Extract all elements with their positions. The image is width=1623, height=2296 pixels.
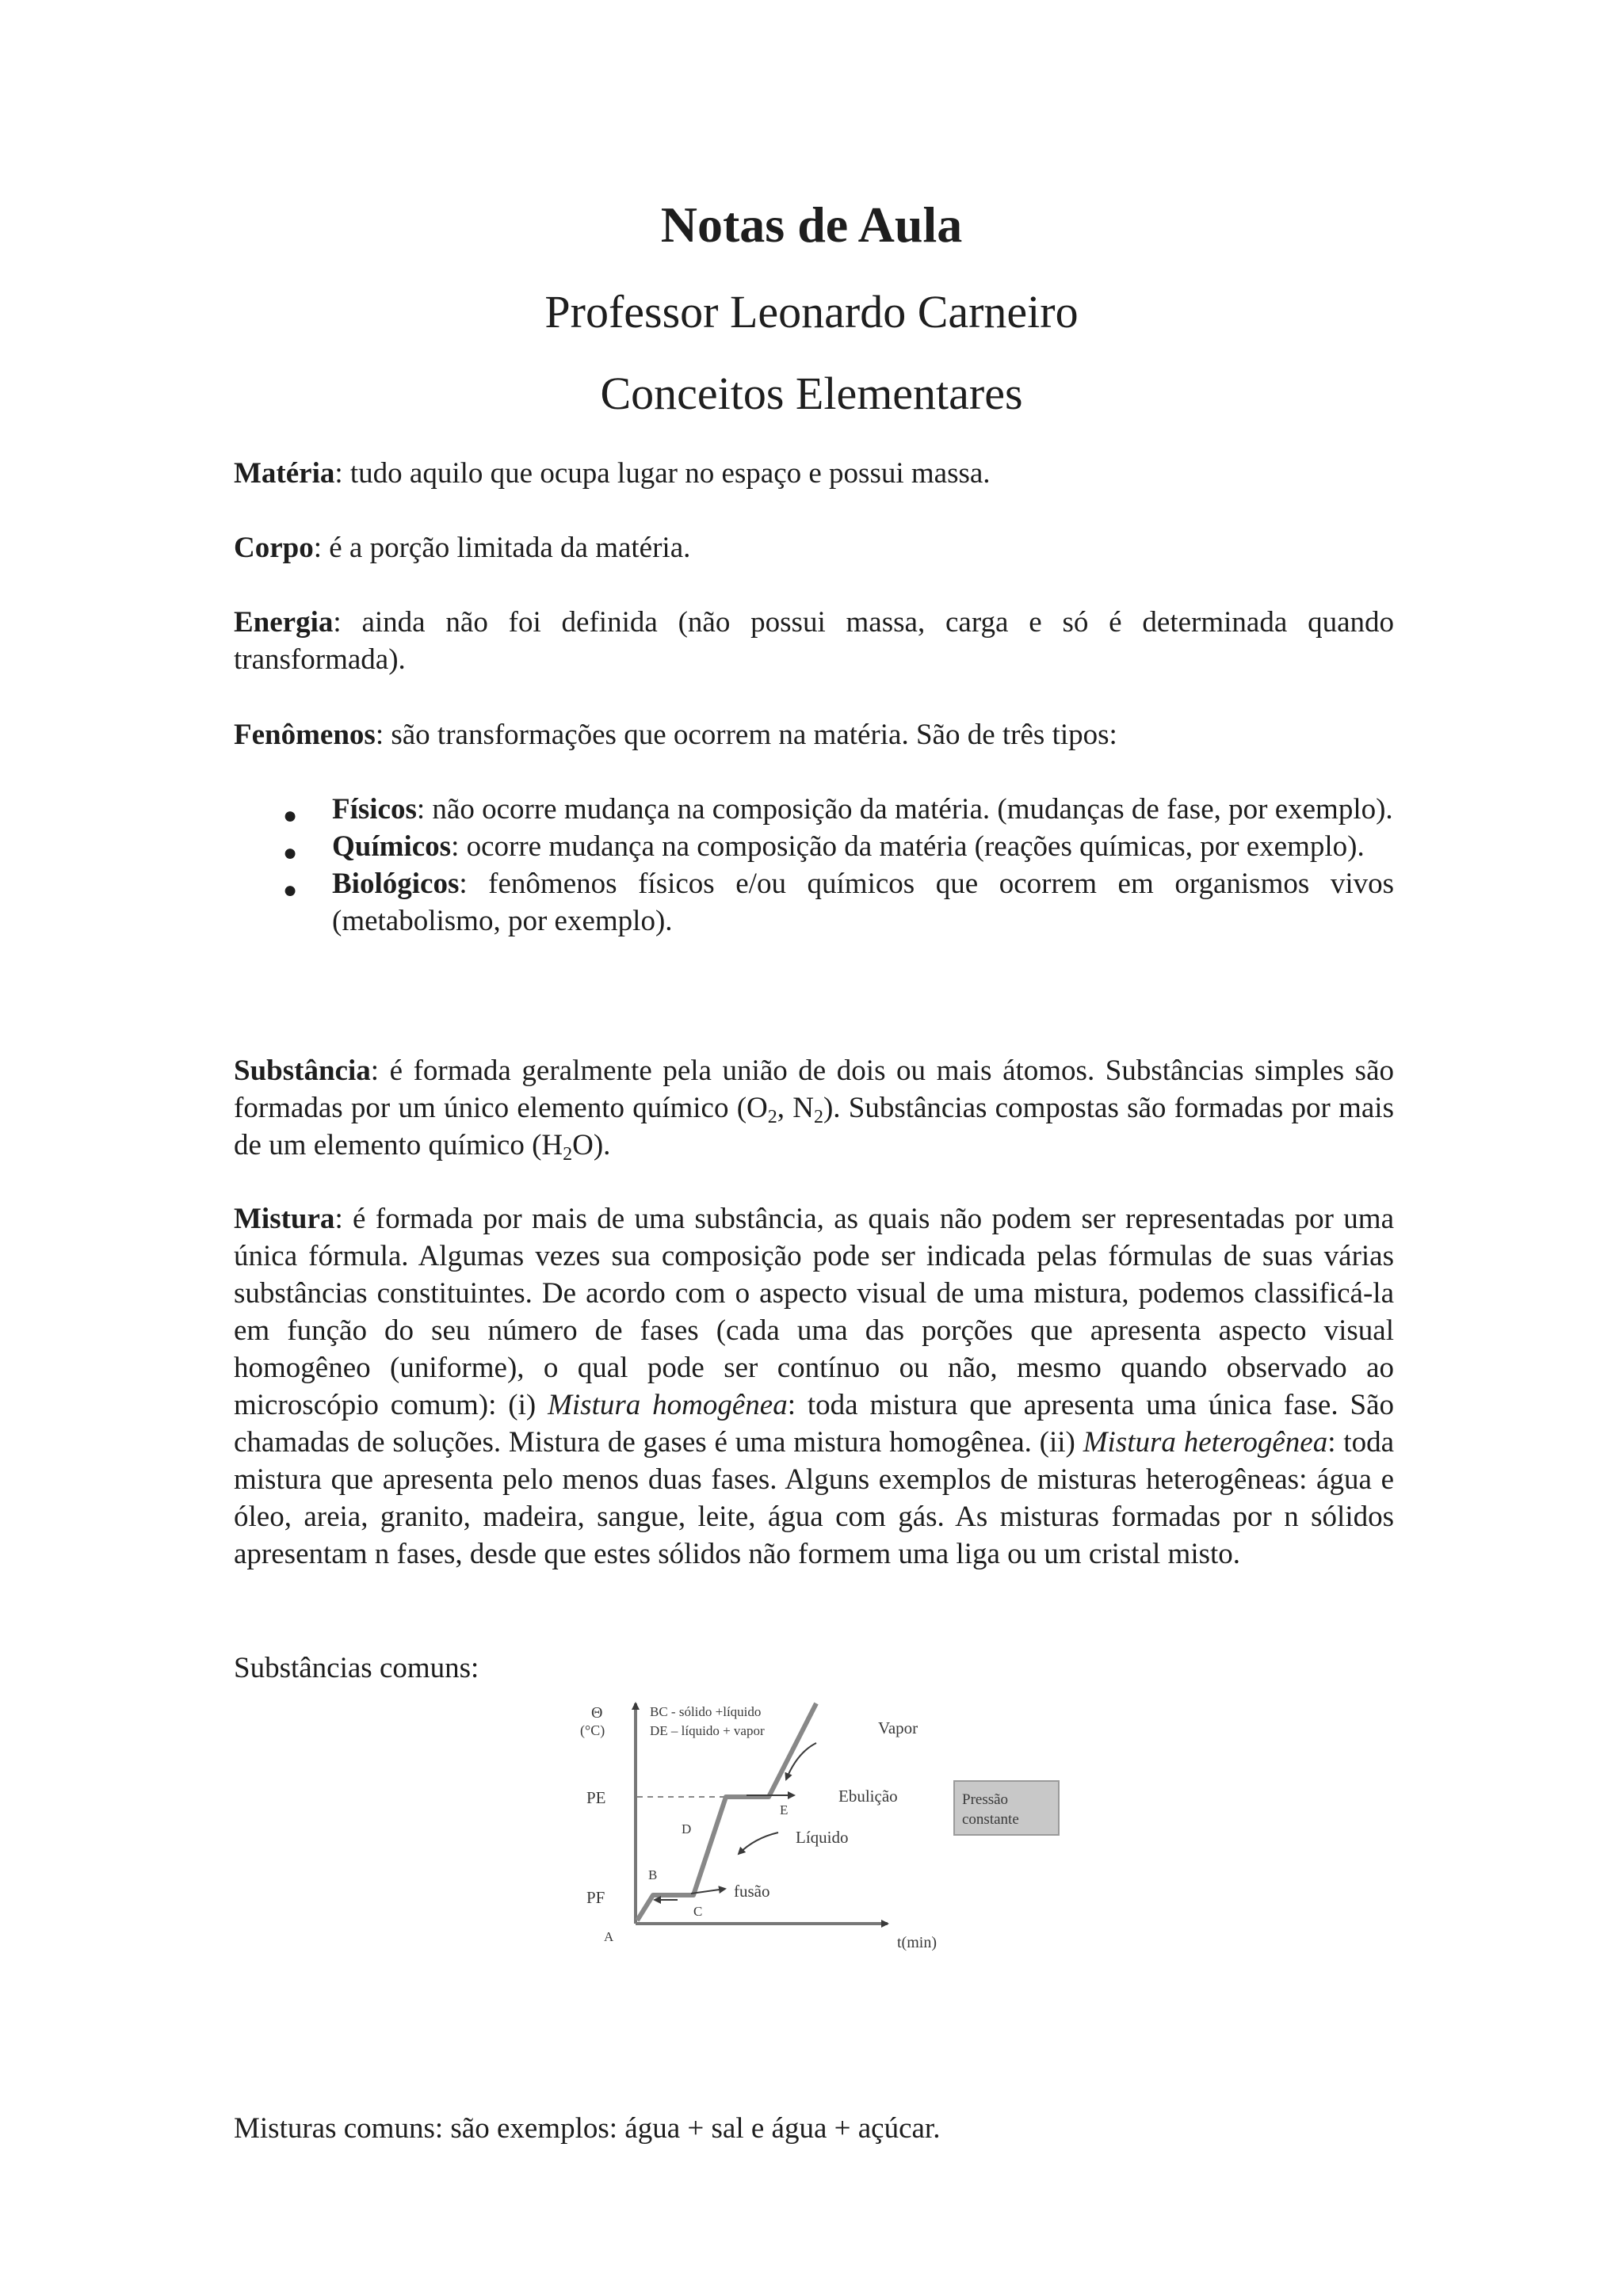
y-axis-unit: (°C) xyxy=(580,1722,605,1738)
definition-materia xyxy=(234,455,1394,492)
definition-mistura xyxy=(234,1200,1394,1573)
definition-corpo xyxy=(234,529,1394,566)
term-biologicos: Biológicos xyxy=(332,868,460,900)
liquido-arrow xyxy=(739,1833,778,1854)
pe-label: PE xyxy=(586,1788,606,1807)
point-a: A xyxy=(604,1929,614,1944)
term-materia: Matéria xyxy=(234,457,335,490)
ebulicao-label: Ebulição xyxy=(838,1787,898,1806)
term-mistura-homogenea: Mistura homogênea xyxy=(548,1389,788,1421)
text-energia: : ainda não foi definida (não possui massa, carga e só é determinada quando transformada). xyxy=(234,606,1394,676)
subscript: 2 xyxy=(813,1107,823,1127)
bullet-icon: ● xyxy=(283,840,298,866)
vapor-label: Vapor xyxy=(878,1718,918,1737)
bullet-icon: ● xyxy=(283,803,298,829)
vapor-arrow xyxy=(786,1743,816,1779)
point-e: E xyxy=(780,1802,789,1817)
text-substancia-2: , N xyxy=(777,1092,814,1124)
phase-change-diagram xyxy=(571,1686,1070,1955)
text-fenomenos: : são transformações que ocorrem na matéria. São de três tipos: xyxy=(375,719,1117,751)
definition-energia xyxy=(234,604,1394,678)
subscript: 2 xyxy=(563,1144,573,1165)
text-substancia-4: O). xyxy=(572,1129,611,1161)
professor-name: Professor Leonardo Carneiro xyxy=(544,286,1079,338)
text-mistura-3: : toda mistura que apresenta pelo menos duas fases. Alguns exemplos de misturas heterogêneas: água e óleo, areia, granito, madeira, sangue, leite, água com gás. As misturas formadas por n sólidos apresentam n fases, desde que estes sólidos não formem uma liga ou um cristal misto. xyxy=(234,1426,1395,1570)
text-mistura-2: : toda mistura que apresenta uma única fase. São chamadas de soluções. Mistura de gases é uma mistura homogênea. (ii) xyxy=(234,1389,1394,1459)
text-mistura-1: : é formada por mais de uma substância, as quais não podem ser representadas por uma única fórmula. Algumas vezes sua composição pode ser indicada pelas fórmulas de suas várias substâncias constituintes. De acordo com o aspecto visual de uma mistura, podemos classificá-la em função do seu número de fases (cada uma das porções que apresenta aspecto visual homogêneo (uniforme), o qual pode ser contínuo ou não, mesmo quando observado ao microscópio comum): (i) xyxy=(234,1203,1394,1421)
list-item-quimicos xyxy=(234,828,1394,865)
fusao-label: fusão xyxy=(734,1882,770,1901)
list-item-fisicos xyxy=(234,791,1394,828)
point-d: D xyxy=(682,1821,692,1836)
text-fisicos: : não ocorre mudança na composição da matéria. (mudanças de fase, por exemplo). xyxy=(416,793,1393,826)
term-fenomenos: Fenômenos xyxy=(234,719,376,751)
term-mistura: Mistura xyxy=(234,1203,335,1235)
text-corpo: : é a porção limitada da matéria. xyxy=(313,532,691,564)
text-substancia-3: ). Substâncias compostas são formadas por mais de um elemento químico (H xyxy=(234,1092,1394,1161)
legend-de: DE – líquido + vapor xyxy=(650,1723,765,1738)
point-c: C xyxy=(693,1904,703,1919)
definition-fenomenos xyxy=(234,716,1394,753)
bullet-icon: ● xyxy=(283,877,298,903)
liquido-label: Líquido xyxy=(796,1828,849,1847)
text-substancia-1: : é formada geralmente pela união de dois ou mais átomos. Substâncias simples são formadas por um único elemento químico (O xyxy=(234,1055,1394,1124)
pressao-label-1: Pressão xyxy=(962,1791,1009,1808)
text-biologicos: : fenômenos físicos e/ou químicos que ocorrem em organismos vivos (metabolismo, por exemplo). xyxy=(332,868,1394,937)
pf-label: PF xyxy=(586,1888,605,1907)
term-substancia: Substância xyxy=(234,1055,371,1087)
term-corpo: Corpo xyxy=(234,532,314,564)
text-materia: : tudo aquilo que ocupa lugar no espaço e possui massa. xyxy=(334,457,991,490)
legend-bc: BC - sólido +líquido xyxy=(650,1704,762,1719)
term-fisicos: Físicos xyxy=(332,793,417,826)
point-b: B xyxy=(648,1867,658,1882)
term-energia: Energia xyxy=(234,606,334,639)
subscript: 2 xyxy=(767,1107,777,1127)
substancias-comuns-label: Substâncias comuns: xyxy=(234,1652,479,1684)
term-mistura-heterogenea: Mistura heterogênea xyxy=(1083,1426,1328,1459)
y-axis-symbol: Θ xyxy=(591,1704,603,1722)
pressao-label-2: constante xyxy=(962,1811,1019,1828)
phenomena-list xyxy=(234,791,1394,940)
text-quimicos: : ocorre mudança na composição da matéria (reações químicas, por exemplo). xyxy=(451,830,1365,863)
x-axis-label: t(min) xyxy=(897,1934,937,1951)
topic-title: Conceitos Elementares xyxy=(600,368,1023,419)
definition-substancia xyxy=(234,1052,1394,1164)
misturas-comuns-text: Misturas comuns: são exemplos: água + sal e água + açúcar. xyxy=(234,2112,941,2145)
term-quimicos: Químicos xyxy=(332,830,452,863)
list-item-biologicos xyxy=(234,865,1394,940)
page-title: Notas de Aula xyxy=(660,196,963,253)
